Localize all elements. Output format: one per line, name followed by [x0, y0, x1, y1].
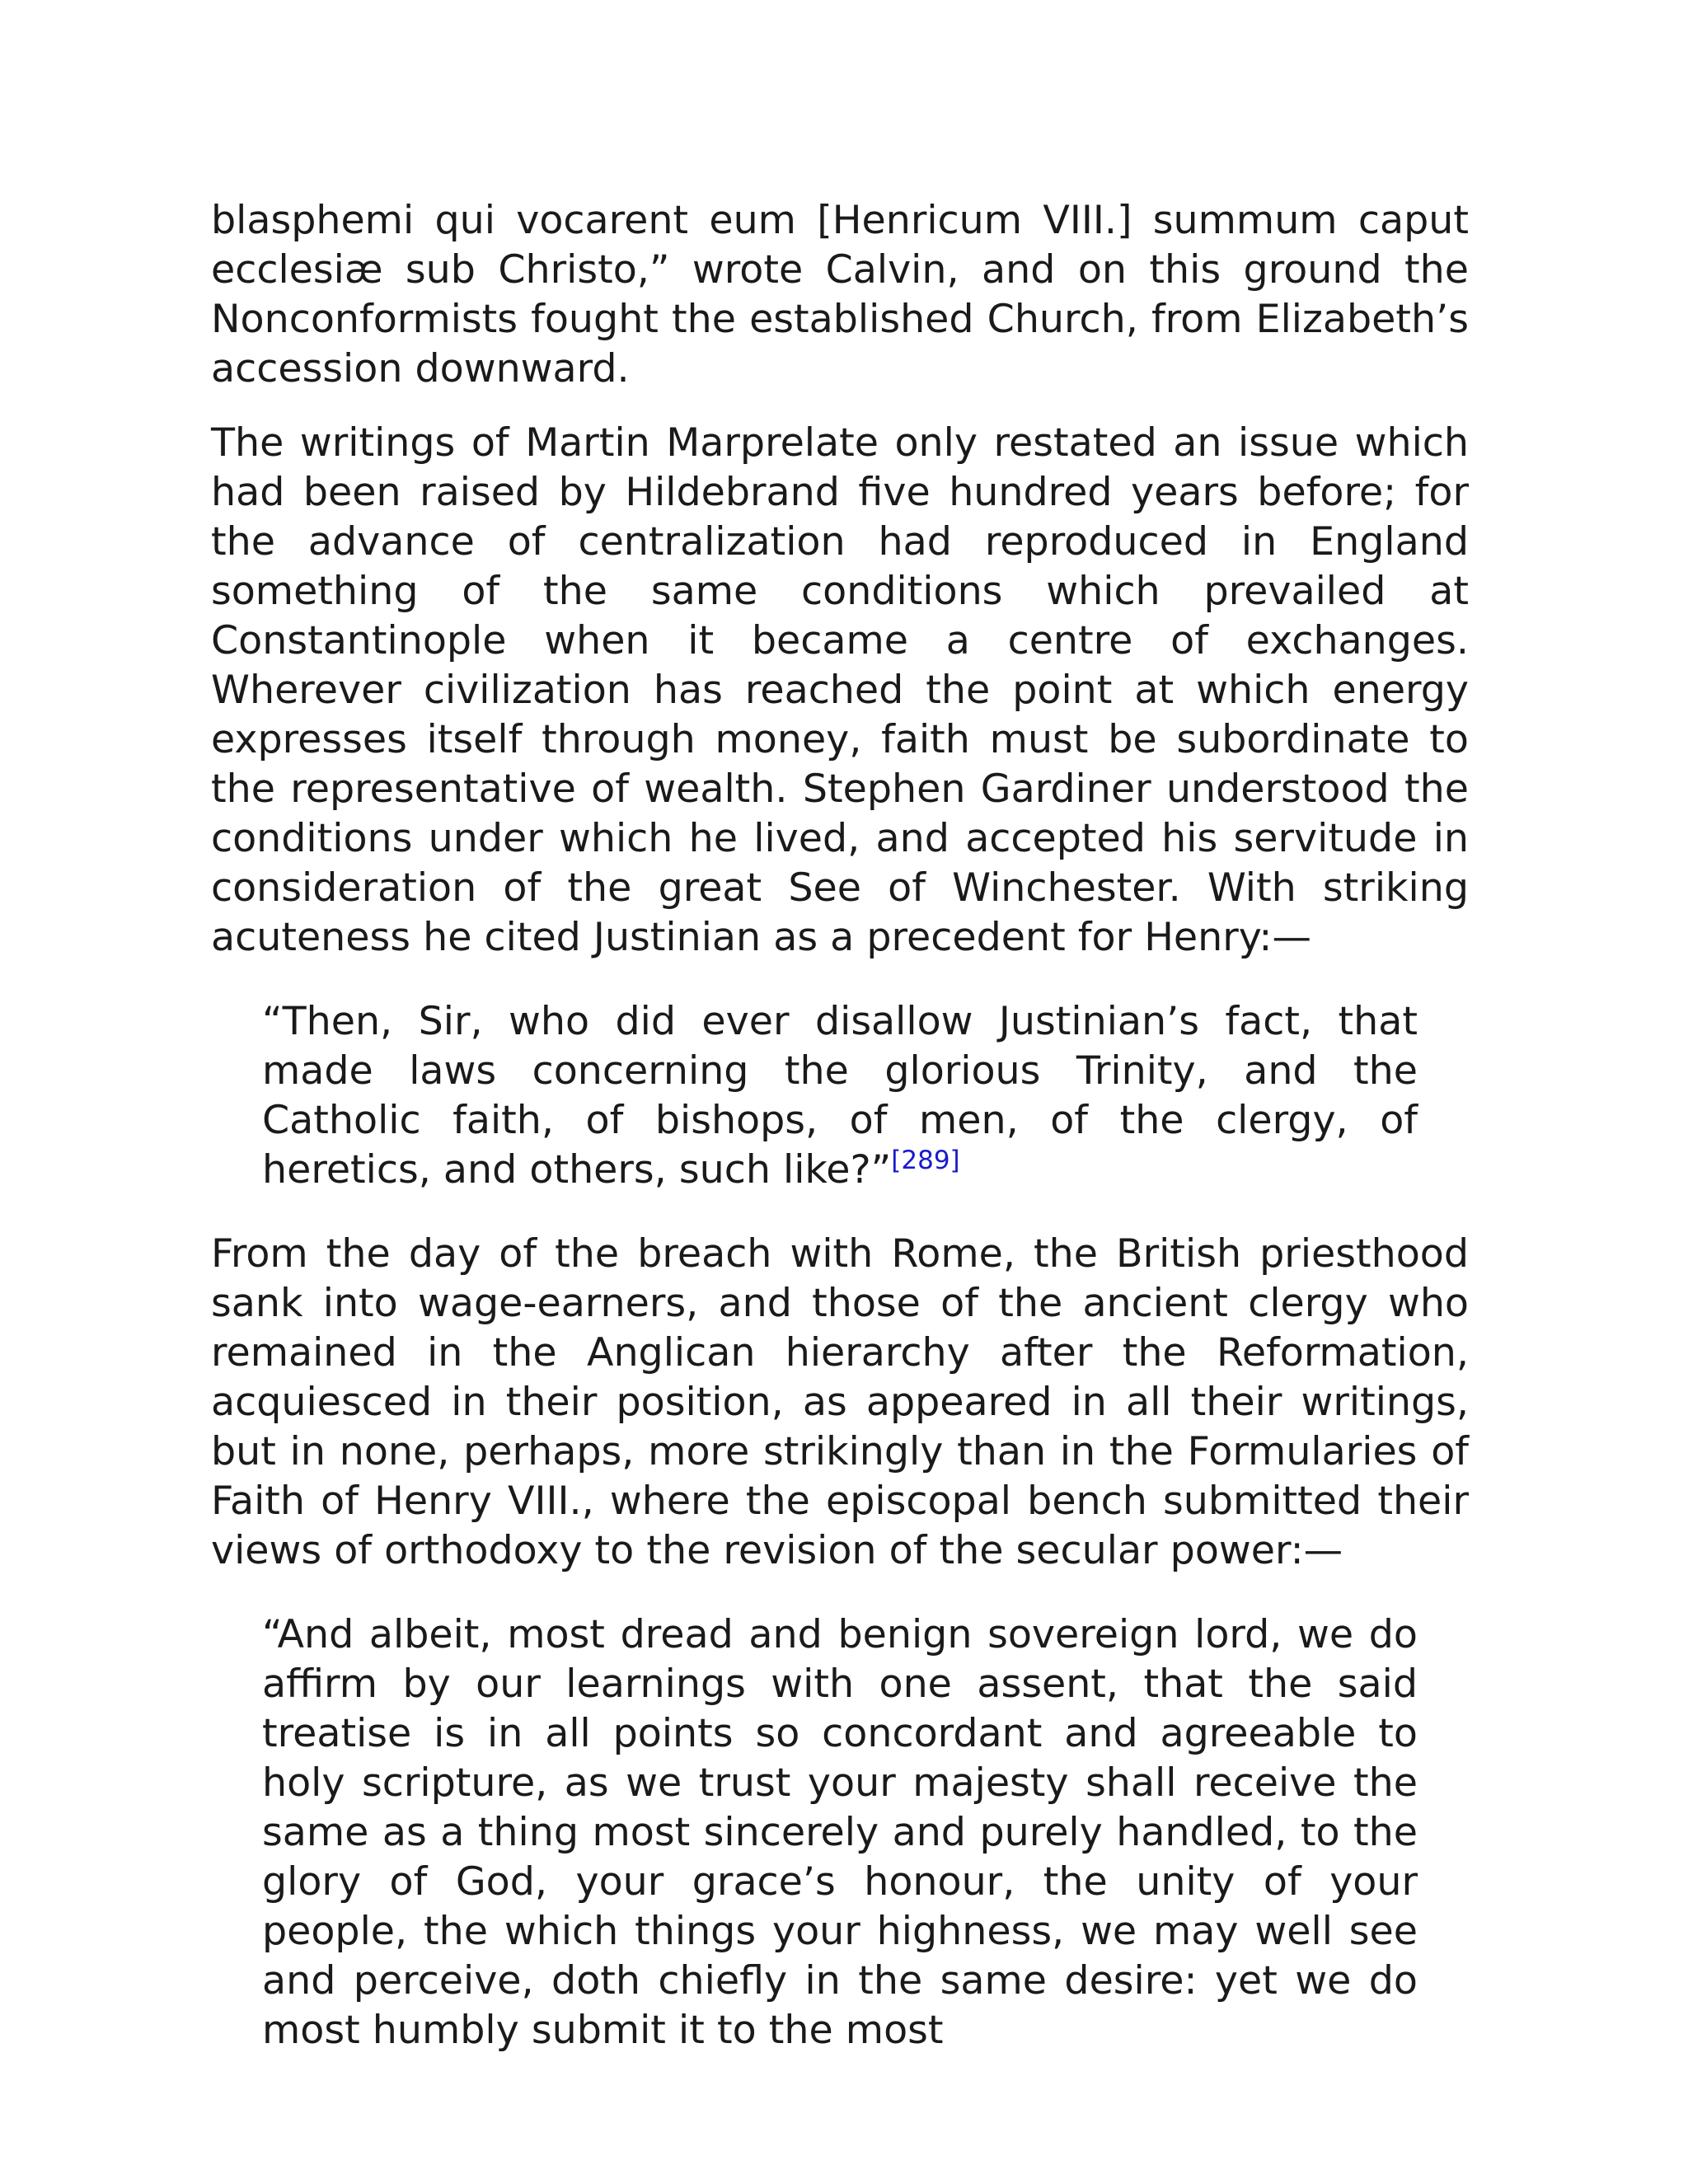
quote-formularies — [262, 1610, 1418, 2055]
quote-gardiner — [262, 997, 1418, 1195]
paragraph-breach-with-rome: From the day of the breach with Rome, the British priesthood sank into wage-earners, and those of the ancient clergy who remained in the Anglican hierarchy after the Reformation, acquiesced in their position, as appeared in all their writings, but in none, perhaps, more strikingly than in the Formularies of Faith of Henry VIII., where the episcopal bench submitted their views of orthodoxy to the revision of the secular power:— — [211, 1231, 1469, 1573]
quote-formularies-text: “And albeit, most dread and benign sovereign lord, we do affirm by our learnings with one assent, that the said treatise is in all points so concordant and agreeable to holy scripture, as we trust your majesty shall receive the same as a thing most sincerely and purely handled, to the glory of God, your grace’s honour, the unity of your people, the which things your highness, we may well see and perceive, doth chiefly in the same desire: yet we do most humbly submit it to the most — [262, 1612, 1418, 2053]
paragraph-marprelate: The writings of Martin Marprelate only restated an issue which had been raised by Hildebrand five hundred years before; for the advance of centralization had reproduced in England something of the same conditions which prevailed at Constantinople when it became a centre of exchanges. Wherever civilization has reached the point at which energy expresses itself through money, faith must be subordinate to the representative of wealth. Stephen Gardiner understood the conditions under which he lived, and accepted his servitude in consideration of the great See of Winchester. With striking acuteness he cited Justinian as a precedent for Henry:— — [211, 420, 1469, 960]
footnote-link-289[interactable]: [289] — [891, 1146, 960, 1176]
page-body — [211, 196, 1469, 2090]
paragraph-calvin: blasphemi qui vocarent eum [Henricum VIII.] summum caput ecclesiæ sub Christo,” wrote Calvin, and on this ground the Nonconformists fought the established Church, from Elizabeth’s accession downward. — [211, 198, 1469, 391]
quote-gardiner-text: “Then, Sir, who did ever disallow Justinian’s fact, that made laws concerning the glorious Trinity, and the Catholic faith, of bishops, of men, of the clergy, of heretics, and others, such like?” — [262, 999, 1418, 1193]
